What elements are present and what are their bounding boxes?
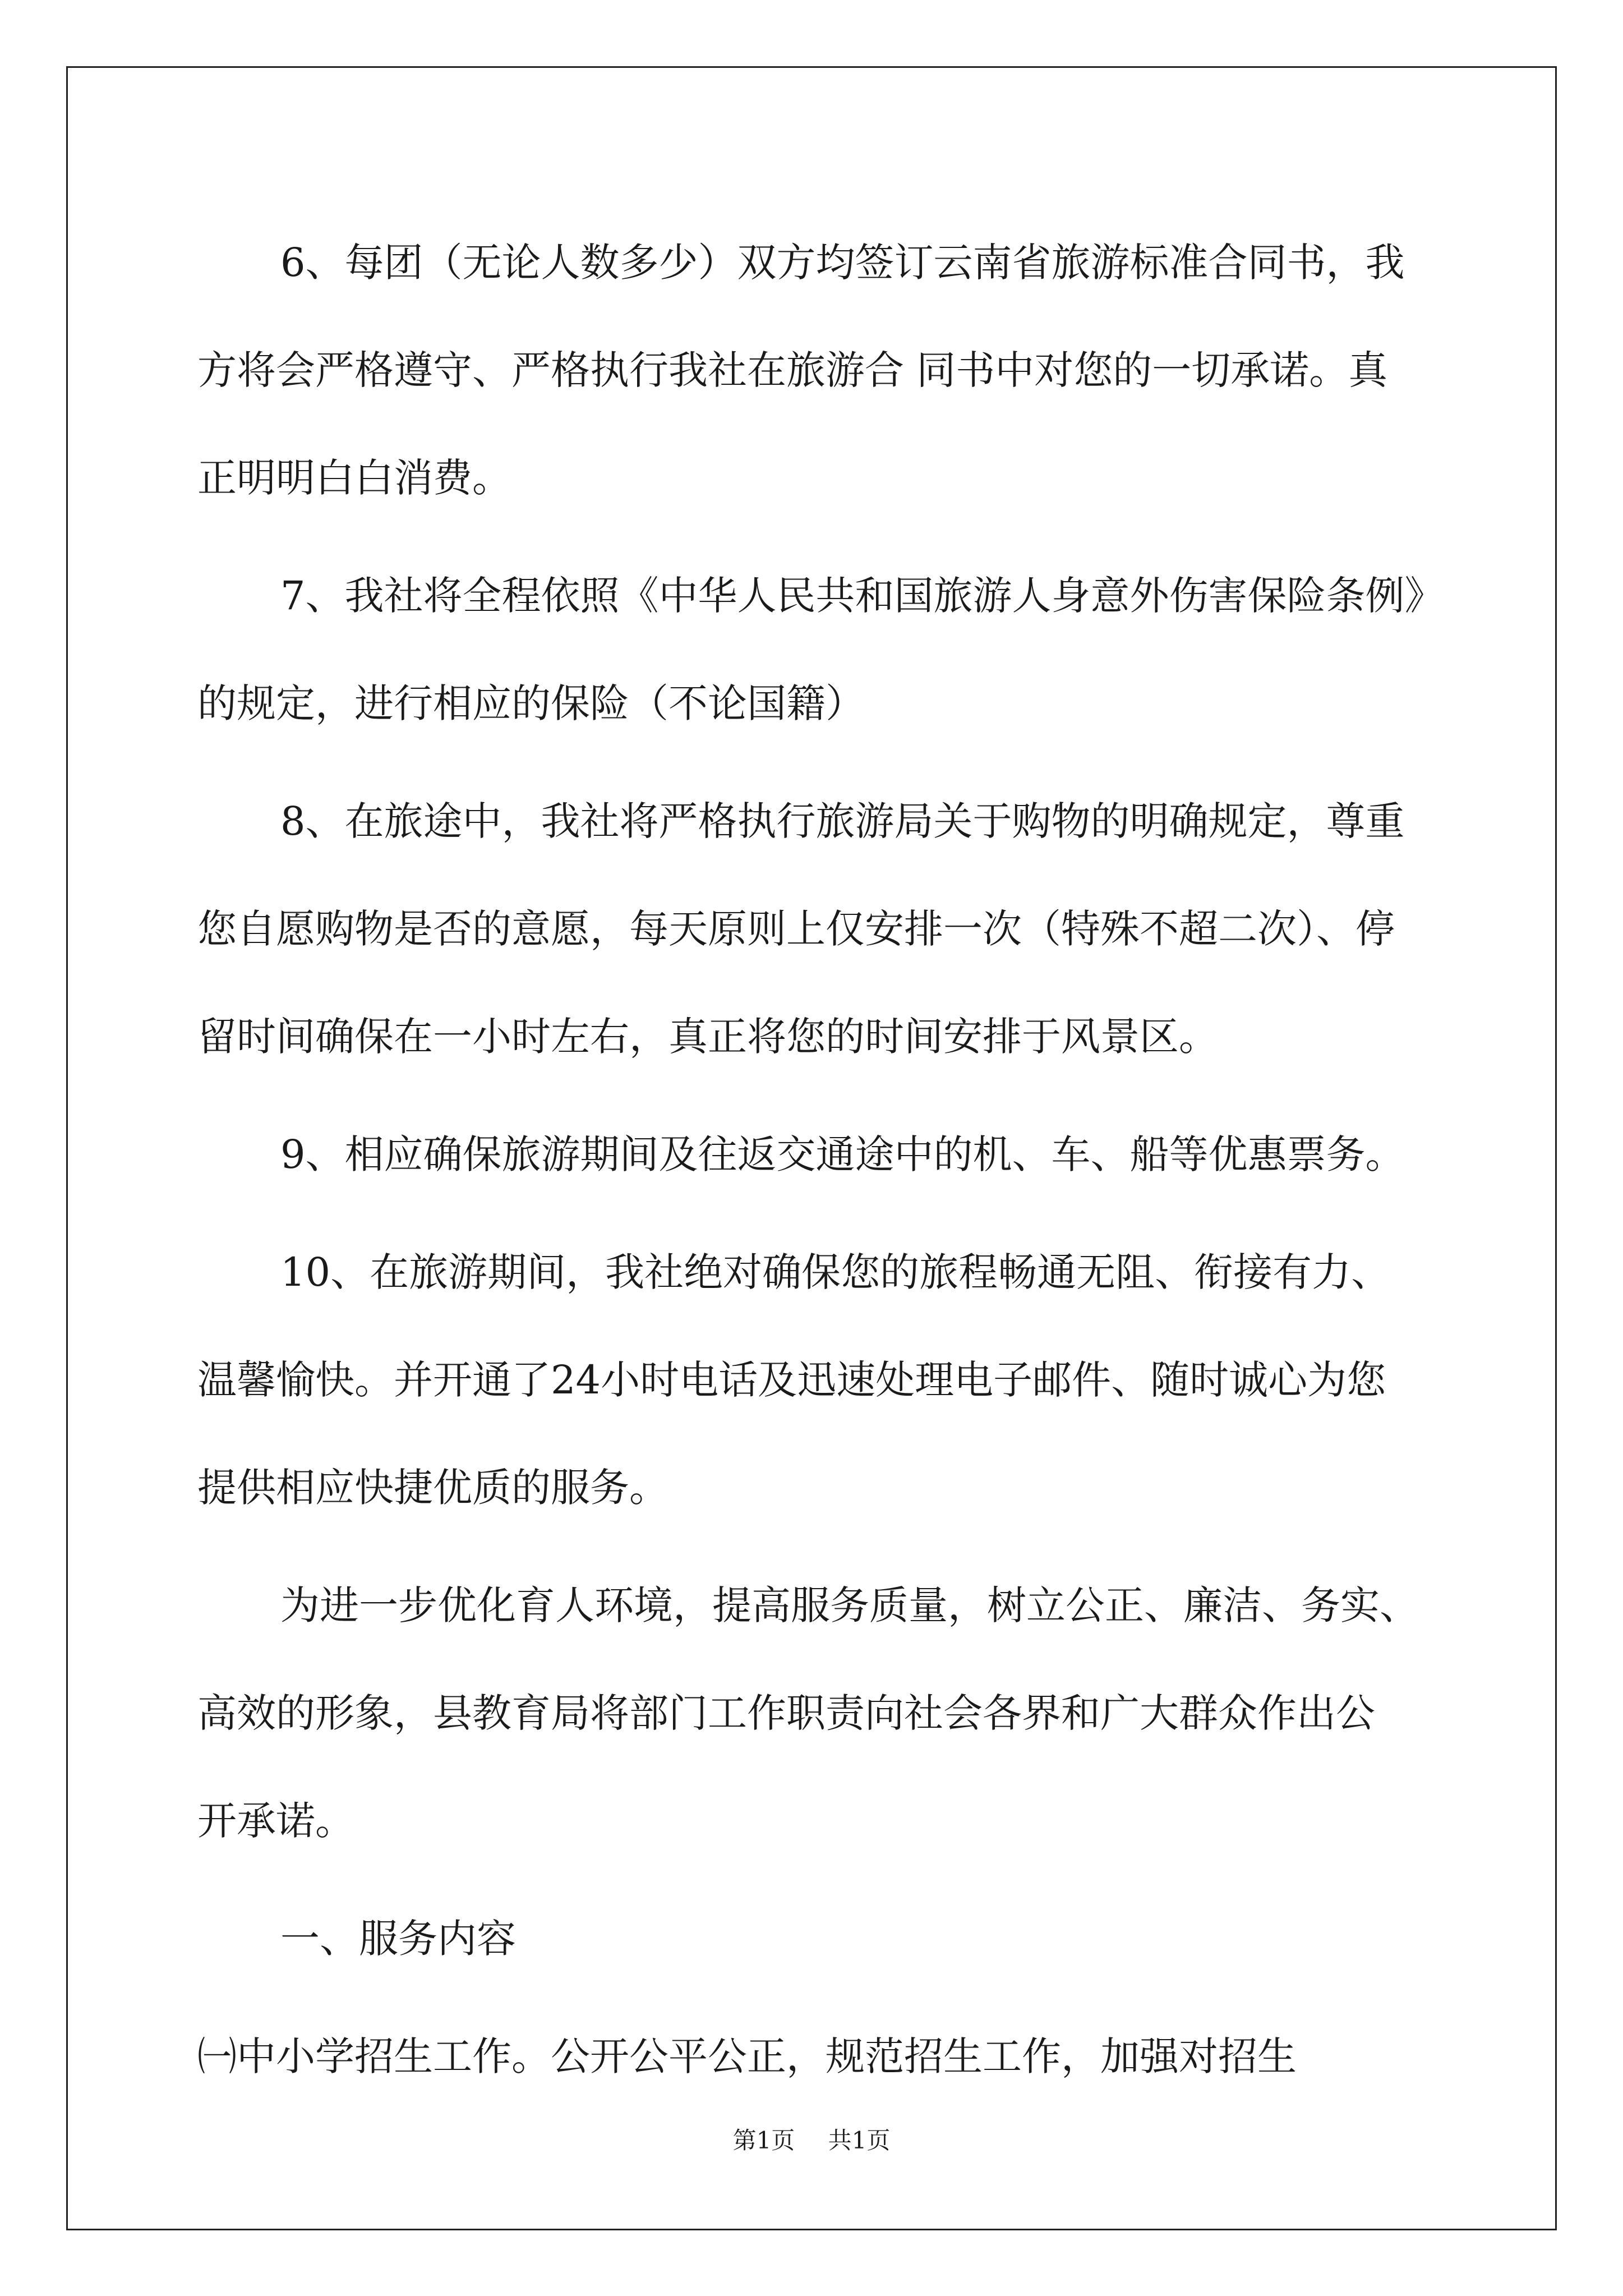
text-line: 10、在旅游期间，我社绝对确保您的旅程畅通无阻、衔接有力、 <box>280 1249 1391 1295</box>
page-footer <box>0 2124 1623 2157</box>
text-line: 高效的形象，县教育局将部门工作职责向社会各界和广大群众作出公 <box>197 1690 1375 1736</box>
page-number: 第1页 <box>732 2127 795 2154</box>
text-line: 提供相应快捷优质的服务。 <box>197 1465 668 1511</box>
text-line: ㈠中小学招生工作。公开公平公正，规范招生工作，加强对招生 <box>197 2033 1297 2079</box>
text-line: 温馨愉快。并开通了24小时电话及迅速处理电子邮件、随时诚心为您 <box>197 1357 1386 1403</box>
paragraph-item-10 <box>197 1218 1431 1542</box>
text-line: 方将会严格遵守、严格执行我社在旅游合 同书中对您的一切承诺。真 <box>197 347 1388 393</box>
text-line: 开承诺。 <box>197 1798 354 1844</box>
text-line: 为进一步优化育人环境，提高服务质量，树立公正、廉洁、务实、 <box>280 1582 1419 1628</box>
text-line: 您自愿购物是否的意愿，每天原则上仅安排一次（特殊不超二次）、停 <box>197 906 1395 952</box>
text-line: 9、相应确保旅游期间及往返交通途中的机、车、船等优惠票务。 <box>280 1131 1405 1177</box>
paragraph-item-6 <box>197 209 1431 532</box>
text-line: 8、在旅途中，我社将严格执行旅游局关于购物的明确规定，尊重 <box>280 798 1405 844</box>
document-body <box>197 209 1444 2120</box>
paragraph-commitment-intro <box>197 1552 1431 1875</box>
text-line: 一、服务内容 <box>280 1916 516 1962</box>
paragraph-item-9 <box>197 1101 1431 1208</box>
paragraph-item-7 <box>197 542 1444 757</box>
page-total: 共1页 <box>828 2127 891 2154</box>
section-heading <box>197 1885 1431 1993</box>
text-line: 的规定，进行相应的保险（不论国籍） <box>197 680 865 726</box>
text-line: 6、每团（无论人数多少）双方均签订云南省旅游标准合同书，我 <box>280 240 1405 286</box>
text-line: 正明明白白消费。 <box>197 455 511 501</box>
paragraph-item-8 <box>197 767 1431 1091</box>
text-line: 7、我社将全程依照《中华人民共和国旅游人身意外伤害保险条例》 <box>280 573 1444 619</box>
text-line: 留时间确保在一小时左右，真正将您的时间安排于风景区。 <box>197 1014 1218 1060</box>
paragraph-enrollment <box>197 2003 1431 2110</box>
